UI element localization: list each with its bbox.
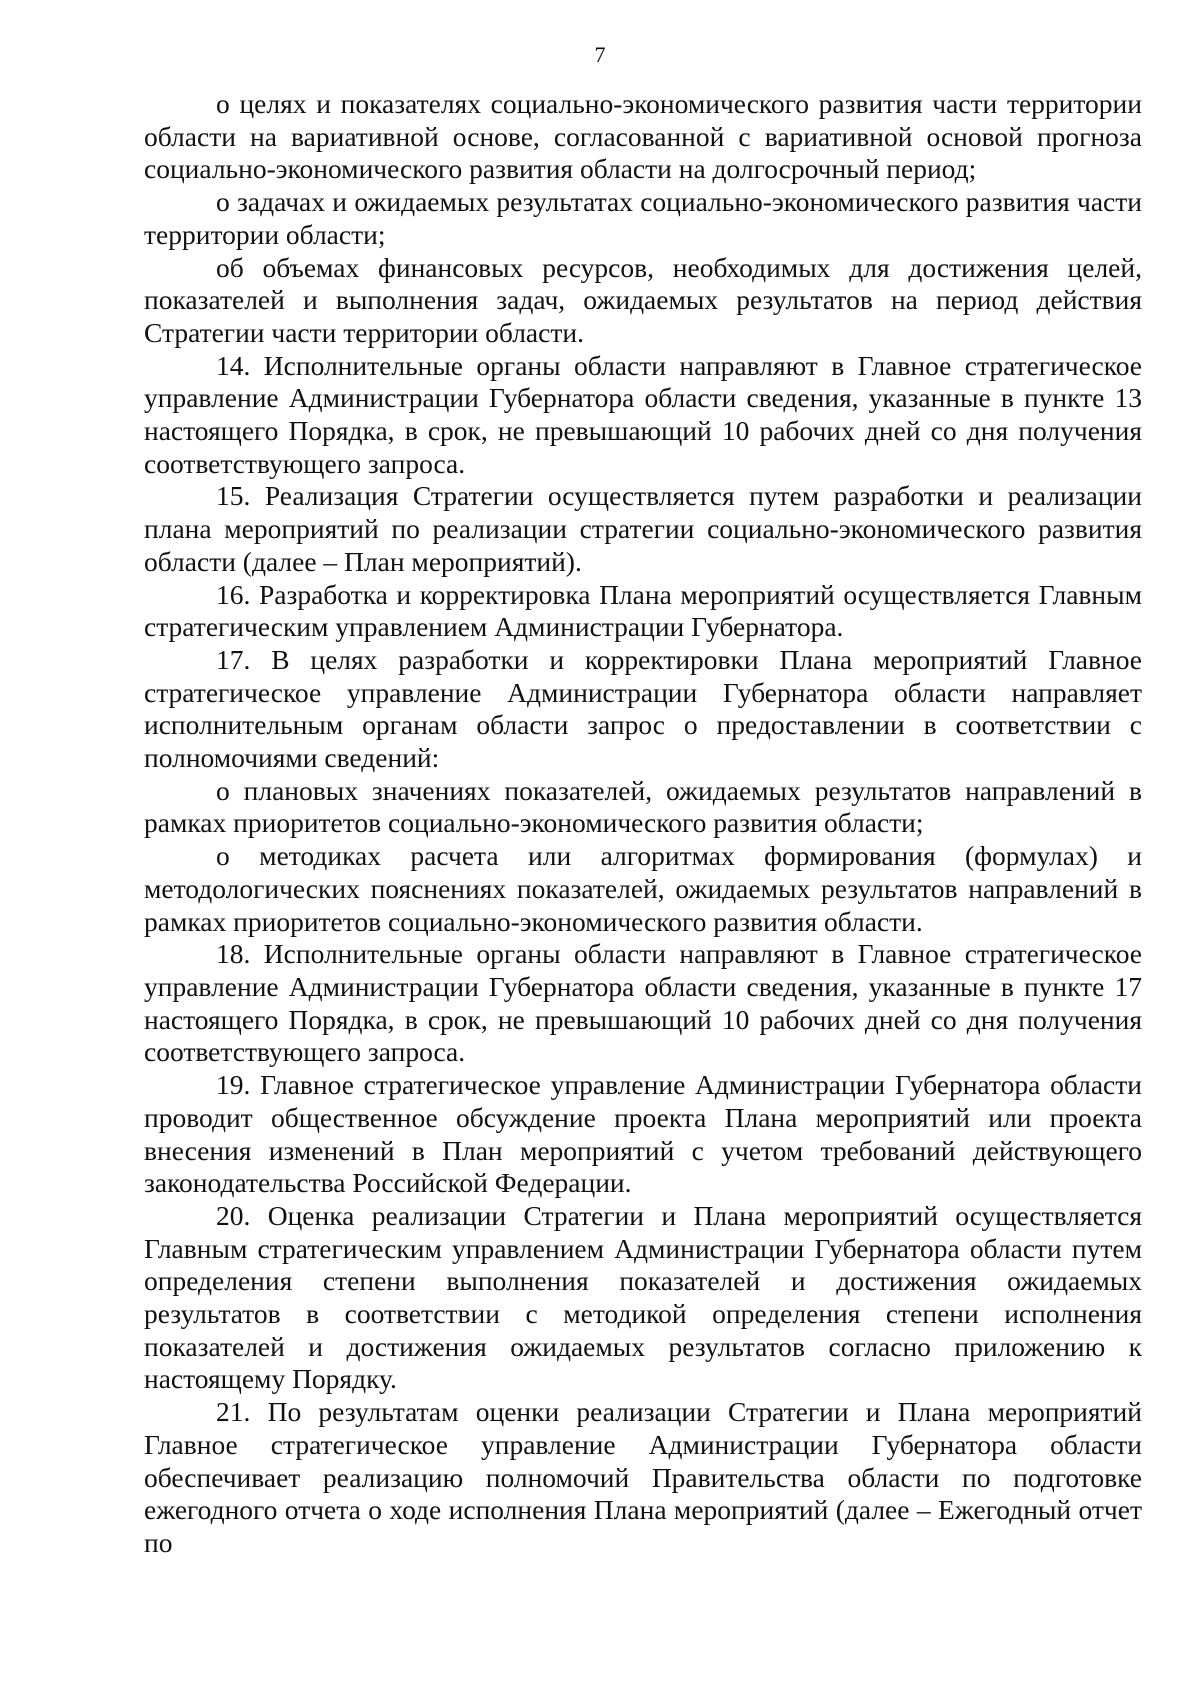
paragraph-planned-values: о плановых значениях показателей, ожидаемых результатов направлений в рамках приоритетов социально-экономического развития области; <box>144 774 1142 839</box>
paragraph-tasks-results: о задачах и ожидаемых результатах социально-экономического развития части территории области; <box>144 186 1142 250</box>
paragraph-financial-resources: об объемах финансовых ресурсов, необходимых для достижения целей, показателей и выполнения задач, ожидаемых результатов на период действия Стратегии части территории области. <box>144 251 1142 348</box>
paragraph-item-15: 15. Реализация Стратегии осуществляется путем разработки и реализации плана мероприятий по реализации стратегии социально-экономического развития области (далее – План мероприятий). <box>144 480 1142 577</box>
paragraph-item-16: 16. Разработка и корректировка Плана мероприятий осуществляется Главным стратегическим управлением Администрации Губернатора. <box>144 578 1142 643</box>
document-body <box>144 88 1142 1560</box>
paragraph-goals-indicators: о целях и показателях социально-экономического развития части территории области на вариативной основе, согласованной с вариативной основой прогноза социально-экономического развития области на долгосрочный период; <box>144 88 1142 185</box>
page-number: 7 <box>594 42 606 67</box>
paragraph-item-17: 17. В целях разработки и корректировки Плана мероприятий Главное стратегическое управление Администрации Губернатора области направляет исполнительным органам области запрос о предоставлении в соответствии с полномочиями сведений: <box>144 643 1142 774</box>
paragraph-item-14: 14. Исполнительные органы области направляют в Главное стратегическое управление Администрации Губернатора области сведения, указанные в пункте 13 настоящего Порядка, в срок, не превышающий 10 рабочих дней со дня получения соответствующего запроса. <box>144 349 1142 479</box>
paragraph-calculation-methods: о методиках расчета или алгоритмах формирования (формулах) и методологических пояснениях показателей, ожидаемых результатов направлений в рамках приоритетов социально-экономического развития области. <box>144 840 1142 937</box>
paragraph-item-21: 21. По результатам оценки реализации Стратегии и Плана мероприятий Главное стратегическое управление Администрации Губернатора области обеспечивает реализацию полномочий Правительства области по подготовке ежегодного отчета о ходе исполнения Плана мероприятий (далее – Ежегодный отчет по <box>144 1396 1142 1558</box>
paragraph-item-19: 19. Главное стратегическое управление Администрации Губернатора области проводит общественное обсуждение проекта Плана мероприятий или проекта внесения изменений в План мероприятий с учетом требований действующего законодательства Российской Федерации. <box>144 1069 1142 1199</box>
paragraph-item-18: 18. Исполнительные органы области направляют в Главное стратегическое управление Администрации Губернатора области сведения, указанные в пункте 17 настоящего Порядка, в срок, не превышающий 10 рабочих дней со дня получения соответствующего запроса. <box>144 938 1142 1068</box>
paragraph-item-20: 20. Оценка реализации Стратегии и Плана мероприятий осуществляется Главным стратегическим управлением Администрации Губернатора области путем определения степени выполнения показателей и достижения ожидаемых результатов в соответствии с методикой определения степени исполнения показателей и достижения ожидаемых результатов согласно приложению к настоящему Порядку. <box>144 1199 1142 1395</box>
